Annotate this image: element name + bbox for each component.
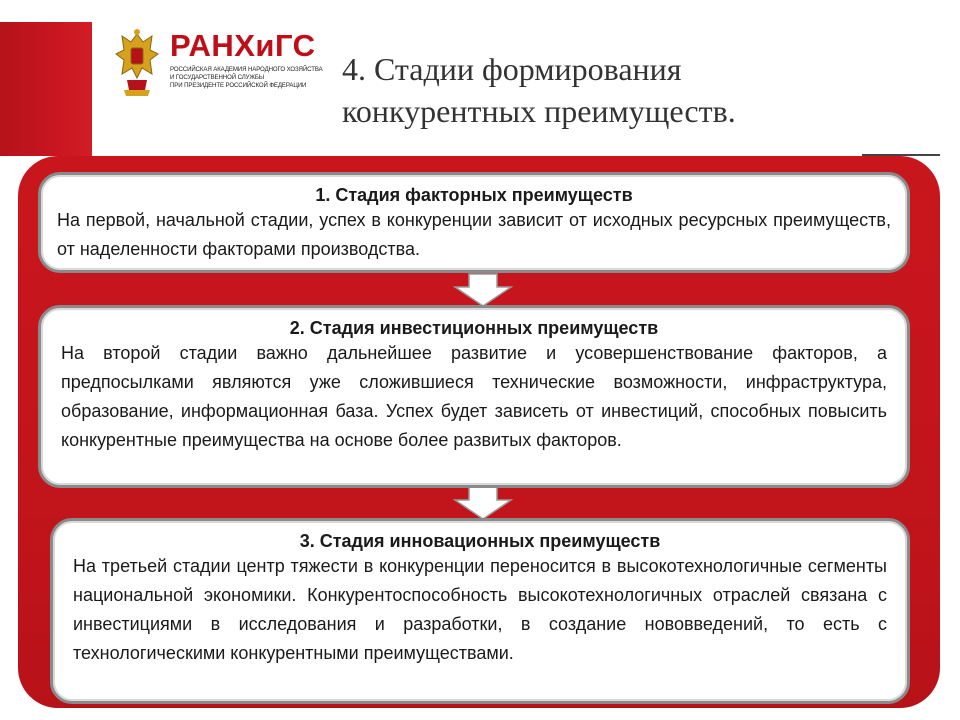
brand-subtitle-line: И ГОСУДАРСТВЕННОЙ СЛУЖБЫ <box>170 74 265 81</box>
stage-text: На третьей стадии центр тяжести в конкуренции переносится в высокотехнологичные сегменты национальной экономики. Конкурентоспособность высокотехнологичных отраслей связана с инвестициями в исследования и разработки, в создание нововведений, то есть с технологическими конкурентными преимуществами. <box>73 556 887 663</box>
stage-heading: 3. Стадия инновационных преимуществ <box>299 531 661 551</box>
brand-subtitle-line: РОССИЙСКАЯ АКАДЕМИЯ НАРОДНОГО ХОЗЯЙСТВА <box>170 66 323 73</box>
stage-heading: 2. Стадия инвестиционных преимуществ <box>289 318 659 338</box>
stage-heading: 1. Стадия факторных преимуществ <box>315 185 633 205</box>
stage-text: На первой, начальной стадии, успех в конкуренции зависит от исходных ресурсных преимуществ, от наделенности факторами производства. <box>57 210 891 259</box>
ranepa-logo <box>112 28 322 100</box>
eagle-emblem-icon <box>112 28 162 98</box>
slide-title-line: 4. Стадии формирования <box>342 51 682 87</box>
corner-red-band <box>0 22 92 156</box>
slide-title <box>342 48 902 132</box>
stage-card-investment <box>38 305 910 488</box>
brand-subtitle-line: ПРИ ПРЕЗИДЕНТЕ РОССИЙСКОЙ ФЕДЕРАЦИИ <box>170 82 307 89</box>
slide-title-line: конкурентных преимуществ. <box>342 93 736 129</box>
brand-name: РАНХиГС <box>170 28 316 63</box>
stage-card-factor <box>38 172 910 273</box>
stage-text: На второй стадии важно дальнейшее развитие и усовершенствование факторов, а предпосылками являются уже сложившиеся технические возможности, инфраструктура, образование, информационная база. Успех будет зависеть от инвестиций, способных повысить конкурентные преимущества на основе более развитых факторов. <box>61 343 887 450</box>
stage-card-innovation <box>50 518 910 704</box>
down-arrow-icon <box>452 486 514 520</box>
down-arrow-icon <box>452 273 514 307</box>
brand-subtitle <box>170 66 322 90</box>
